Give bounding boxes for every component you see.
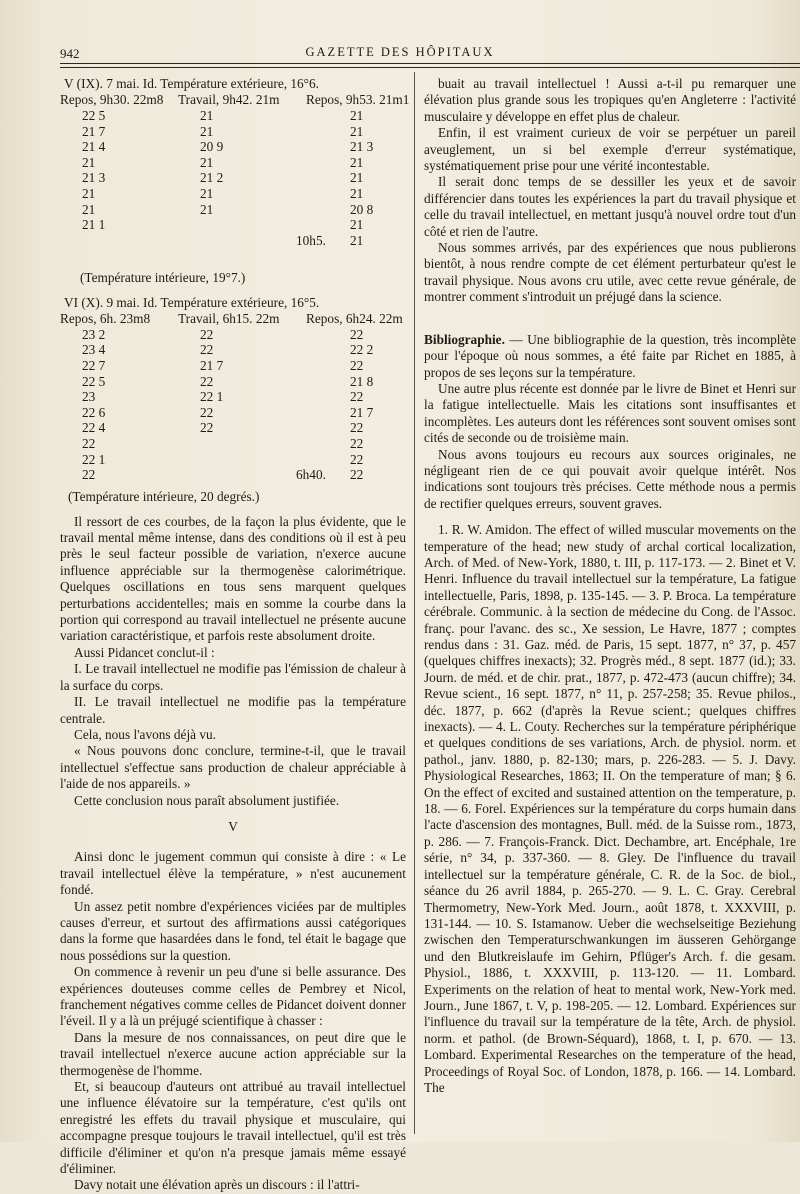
temperature-table-2: [60, 311, 406, 489]
table1-c3-cell: 21: [350, 170, 364, 186]
table1-c1-cell: 21 7: [82, 123, 106, 139]
table1-c3-cell: 21: [350, 217, 364, 233]
header-rule: [60, 63, 800, 64]
table2-c1-cell: 23: [82, 389, 96, 405]
table1-c2-cell: 21: [200, 123, 214, 139]
table1-c3-cell: 21: [350, 154, 364, 170]
table1-c2-cell: 21 2: [200, 170, 224, 186]
paragraph: Enfin, il est vraiment curieux de voir se perpétuer un pareil aveuglement, un si bel exemple d'erreur systématique, systématiquement prise pour une vérité incontestable.: [424, 125, 796, 174]
table1-c3-cell: 20 8: [350, 201, 374, 217]
table2-c3-cell: 22: [350, 451, 364, 467]
table1-c3-cell: 21: [350, 232, 364, 248]
bibliography-paragraph: Nous avons toujours eu recours aux sources originales, ne négligeant rien de ce qui pouvait avoir quelque intérêt. Nos indications sont toujours très précises. Cette méthode nous a permis de rectifier quelques erreurs, souvent graves.: [424, 446, 796, 511]
table2-c3-cell: 22: [350, 389, 364, 405]
paragraph: « Nous pouvons donc conclure, termine-t-il, que le travail intellectuel s'effectue sans production de chaleur appréciable à l'aide de nos appareils. »: [60, 743, 406, 792]
table2-note: (Température intérieure, 20 degrés.): [68, 489, 260, 505]
paragraph: Un assez petit nombre d'expériences viciées par de multiples causes d'erreur, et surtout des affirmations aussi catégoriques dans la forme que hasardées dans le fond, tel était le bagage que nous possédions sur la question.: [60, 898, 406, 963]
paragraph: buait au travail intellectuel ! Aussi a-t-il pu remarquer une élévation plus grande sous les tropiques qu'en Angleterre : l'activité musculaire y développe en effet plus de chaleur.: [424, 76, 796, 124]
table2-c3-cell: 22: [350, 358, 364, 374]
table1-c3-cell: 21: [350, 186, 364, 201]
table2-c2-cell: 21 7: [200, 358, 224, 374]
column-divider: [414, 72, 415, 1134]
table2-c1-cell: 23 4: [82, 342, 106, 358]
right-column: [424, 76, 796, 1096]
table1-c1-cell: 21 1: [82, 217, 106, 233]
table2-c2-cell: 22: [200, 342, 214, 358]
running-title: GAZETTE DES HÔPITAUX: [305, 45, 495, 59]
paragraph: Ainsi donc le jugement commun qui consiste à dire : « Le travail intellectuel élève la température, » n'est aucunement fondé.: [60, 849, 406, 898]
table1-c3-cell: 21 3: [350, 139, 374, 155]
paragraph: I. Le travail intellectuel ne modifie pas l'émission de chaleur à la surface du corps.: [60, 661, 406, 693]
temperature-table-1: [60, 92, 410, 270]
table2-col3-head: Repos, 6h24. 22m: [306, 311, 403, 327]
table2-end-time: 6h40.: [296, 467, 326, 483]
table2-c1-cell: 22 7: [82, 358, 106, 374]
header-rule-thin: [60, 67, 800, 68]
table2-c2-cell: 22: [200, 404, 214, 420]
table1-note: (Température intérieure, 19°7.): [80, 270, 246, 286]
table2-heading: VI (X). 9 mai. Id. Température extérieure, 16°5.: [64, 294, 320, 310]
paragraph: Nous sommes arrivés, par des expériences que nous publierons bientôt, à nous rendre compte de cet élément perturbateur qu'est le travail physique. Nous avons cru utile, avec cette revue générale, de montrer comment s'introduit un préjugé dans la science.: [424, 240, 796, 305]
table2-col1-head: Repos, 6h. 23m8: [60, 311, 151, 327]
table1-heading: V (IX). 7 mai. Id. Température extérieure, 16°6.: [64, 76, 319, 91]
table2-c2-cell: 22 1: [200, 389, 224, 405]
table1-c2-cell: 21: [200, 201, 214, 217]
table1-c2-cell: 20 9: [200, 139, 224, 155]
table2-c2-cell: 22: [200, 326, 214, 342]
table2-c1-cell: 22 5: [82, 373, 106, 389]
table2-c3-cell: 22: [350, 420, 364, 436]
bibliography-intro: [424, 332, 796, 381]
table2-c3-cell: 21 8: [350, 373, 374, 389]
table1-col1-head: Repos, 9h30. 22m8: [60, 92, 164, 108]
bibliography-paragraph: Une autre plus récente est donnée par le livre de Binet et Henri sur la fatigue intellectuelle. Mais les citations sont insuffisantes et incomplètes. Les auteurs dont les références sont souvent omises sont cités de seconde ou de troisième main.: [424, 380, 796, 446]
table1-c2-cell: 21: [200, 154, 214, 170]
table2-c3-cell: 21 7: [350, 404, 374, 420]
table2-c1-cell: 22 6: [82, 404, 106, 420]
paragraph: Cela, nous l'avons déjà vu.: [74, 726, 216, 742]
table1-c1-cell: 22 5: [82, 108, 106, 123]
table1-c1-cell: 21: [82, 186, 96, 201]
table1-c2-cell: 21: [200, 108, 214, 123]
bibliography-intro-text: — Une bibliographie de la question, très incomplète pour l'époque où nous sommes, a été faite par Richet en 1885, à propos de ses leçons sur la température.: [424, 331, 796, 380]
table1-c1-cell: 21: [82, 154, 96, 170]
table2-c1-cell: 22: [82, 436, 96, 452]
table1-c3-cell: 21: [350, 123, 364, 139]
table2-c3-cell: 22: [350, 467, 364, 483]
paragraph: On commence à revenir un peu d'une si belle assurance. Des expériences douteuses comme celles de Pembrey et Nicol, franchement négatives comme celles de Pidancet doivent donner l'éveil. Il y a là un préjugé scientifique à chasser :: [60, 964, 406, 1029]
table1-col3-head: Repos, 9h53. 21m1: [306, 92, 410, 108]
paragraph: Davy notait une élévation après un discours : il l'attri-: [74, 1177, 360, 1193]
left-column: [60, 76, 410, 1194]
table1-end-time: 10h5.: [296, 232, 326, 248]
section-heading-v: V: [228, 818, 238, 834]
table2-c1-cell: 23 2: [82, 326, 106, 342]
table1-c1-cell: 21: [82, 201, 96, 217]
table2-c1-cell: 22 1: [82, 451, 106, 467]
table2-c2-cell: 22: [200, 373, 214, 389]
table1-c1-cell: 21 4: [82, 139, 106, 155]
table2-c2-cell: 22: [200, 420, 214, 436]
table1-c3-cell: 21: [350, 108, 364, 123]
paragraph: Cette conclusion nous paraît absolument justifiée.: [74, 792, 340, 808]
table1-col2-head: Travail, 9h42. 21m: [178, 92, 280, 108]
page-number: 942: [60, 46, 80, 61]
paragraph: Aussi Pidancet conclut-il :: [74, 644, 215, 660]
paragraph: Il serait donc temps de se dessiller les yeux et de savoir différencier dans toutes les expériences la part du travail physique et celle du travail intellectuel, en mettant jusqu'à nouvel ordre tout d'un côté et rien de l'autre.: [424, 174, 796, 239]
bibliography-references: 1. R. W. Amidon. The effect of willed muscular movements on the temperature of the head; new study of archal cortical localization, Arch. of Med. of New-York, 1880, t. III, p. 117-173. — 2. Binet et V. Henri. Influence du travail intellectuel sur la température, La fatigue intellectuelle, Paris, 1898, p. 135-145. — 3. P. Broca. La température cérébrale. Communic. à la section de médecine du Cong. de l'Assoc. franç. pour l'avanc. des sc., Xe session, Le Havre, 1877 ; comptes rendus dans : 31. Gaz. méd. de Paris, 15 sept. 1877, n° 37, p. 457 (quelques chiffres inexacts); 32. Progrès méd., 8 sept. 1877 (id.); 33. Journ. de méd. et de chir. prat., 1877, p. 472-473 (aucun chiffre); 34. Revue scient., 16 sept. 1877, n° 11, p. 257-258; 35. Revue philos., déc. 1877, p. 662 (d'après la Revue scient.; quelques chiffres inexacts). — 4. L. Couty. Recherches sur la température périphérique et quelques conditions de ses variations, Arch. de physiol. norm. et pathol., janv. 1880, p. 82-130; mars, p. 226-283. — 5. J. Davy. Physiological Researches, 1863; II. On the temperature of man; § 6. On the effect of excited and sustained attention on the temperature, p. 18. — 6. Forel. Expériences sur la température du corps humain dans l'acte d'ascension des montagnes, Bull. méd. de la Suisse rom., 1873, p. 286. — 7. François-Franck. Dict. Dechambre, art. Encéphale, 1re série, n° 34, p. 337-360. — 8. Gley. De l'influence du travail intellectuel sur la température générale, C. R. de la Soc. de biol., séance du 26 avril 1884, p. 265-270. — 9. L. C. Gray. Cerebral Thermometry, New-York Med. Journ., août 1878, t. XXXVIII, p. 131-144. — 10. S. Istamanow. Ueber die wechselseitige Beziehung zwischen den Temperaturschwankungen im äusseren Gehörgange und den Blutkreislaufe im Gehirn, Pflüger's Arch. f. die gesam. Physiol., 1886, t. XXXVIII, p. 113-120. — 11. Lombard. Experiments on the relation of heat to mental work, New-York med. Journ., June 1867, t. V, p. 198-205. — 12. Lombard. Expériences sur l'influence du travail sur la température de la tête, Arch. de physiol. norm. et pathol. (de Brown-Séquard), 1868, t. I, p. 670. — 13. Lombard. Experimental Researches on the temperature of the head, Proceedings of Royal Soc. of London, 1878, p. 166. — 14. Lombard. The: [424, 522, 796, 1095]
table1-c2-cell: 21: [200, 186, 214, 201]
paragraph: II. Le travail intellectuel ne modifie pas la température centrale.: [60, 694, 406, 726]
table2-c1-cell: 22 4: [82, 420, 106, 436]
table2-c3-cell: 22: [350, 436, 364, 452]
paragraph: Dans la mesure de nos connaissances, on peut dire que le travail intellectuel n'exerce aucune action appréciable sur la thermogenèse de l'homme.: [60, 1029, 406, 1078]
paragraph: Il ressort de ces courbes, de la façon la plus évidente, que le travail mental même intense, dans des conditions où il est à peu près le seul facteur possible de variation, n'exerce aucune influence appréciable sur la thermogenèse calorimétrique. Quelques oscillations en tous sens marquent quelques perturbations accidentelles; mais en somme la courbe dans la portion qui correspond au travail intellectuel ne présente aucune variation caractéristique, et parfois reste absolument droite.: [60, 513, 406, 644]
table2-c3-cell: 22 2: [350, 342, 374, 358]
table2-c3-cell: 22: [350, 326, 364, 342]
paragraph: Et, si beaucoup d'auteurs ont attribué au travail intellectuel une influence élévatoire sur la température, c'est qu'ils ont enregistré les effets du travail physique et musculaire, qui accompagne presque toujours le travail intellectuel, qu'il est très difficile d'éliminer et qu'on n'a presque jamais même essayé d'éliminer.: [60, 1079, 406, 1177]
table2-col2-head: Travail, 6h15. 22m: [178, 311, 280, 327]
table2-c1-cell: 22: [82, 467, 96, 483]
bibliography-heading: Bibliographie.: [424, 331, 505, 347]
table1-c1-cell: 21 3: [82, 170, 106, 186]
